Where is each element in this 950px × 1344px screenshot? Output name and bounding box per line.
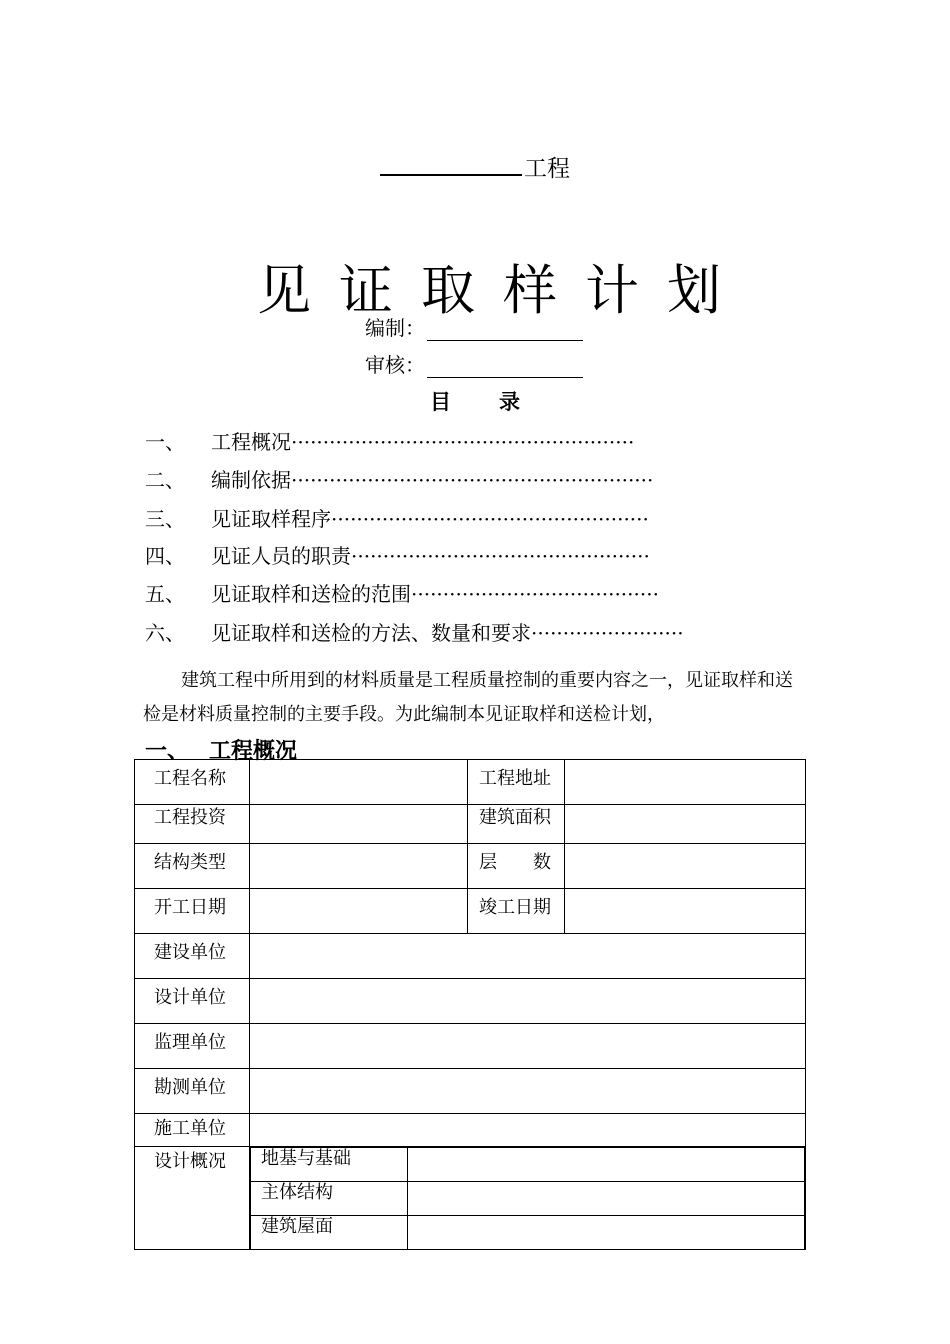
toc-item-text: 见证取样程序 bbox=[211, 507, 331, 531]
toc-item-number: 二、 bbox=[145, 468, 185, 492]
label-floors: 层 数 bbox=[468, 844, 565, 889]
reviewer-blank[interactable] bbox=[427, 357, 583, 378]
toc-item-dots: ·················································· bbox=[331, 507, 649, 531]
toc-item-number: 六、 bbox=[145, 621, 185, 645]
compiler-row bbox=[365, 312, 583, 341]
toc-item-dots: ························ bbox=[531, 621, 684, 645]
value-supervision-unit[interactable] bbox=[250, 1024, 806, 1069]
toc-item-number: 三、 bbox=[145, 507, 185, 531]
reviewer-row bbox=[365, 349, 583, 378]
toc-item-text: 见证人员的职责 bbox=[211, 544, 351, 568]
label-supervision-unit: 监理单位 bbox=[135, 1024, 250, 1069]
label-project-address: 工程地址 bbox=[468, 760, 565, 805]
project-name-blank[interactable] bbox=[380, 152, 522, 176]
toc-item[interactable] bbox=[145, 464, 653, 494]
label-completion-date: 竣工日期 bbox=[468, 889, 565, 934]
label-contractor: 施工单位 bbox=[135, 1114, 250, 1147]
toc-item-text: 见证取样和送检的范围 bbox=[211, 582, 411, 606]
value-project-name[interactable] bbox=[250, 760, 468, 805]
toc-item[interactable] bbox=[145, 617, 684, 647]
project-name-line bbox=[0, 150, 950, 183]
toc-item-text: 工程概况 bbox=[211, 430, 291, 454]
toc-item-text: 编制依据 bbox=[211, 468, 291, 492]
label-construction-unit: 建设单位 bbox=[135, 934, 250, 979]
toc-item-number: 一、 bbox=[145, 430, 185, 454]
value-foundation[interactable] bbox=[408, 1148, 805, 1182]
project-info-table bbox=[134, 759, 806, 1250]
label-building-area: 建筑面积 bbox=[468, 805, 565, 844]
value-building-area[interactable] bbox=[565, 805, 806, 844]
value-survey-unit[interactable] bbox=[250, 1069, 806, 1114]
value-start-date[interactable] bbox=[250, 889, 468, 934]
label-design-overview: 设计概况 bbox=[135, 1147, 250, 1250]
compiler-label: 编制： bbox=[365, 316, 425, 340]
label-foundation: 地基与基础 bbox=[251, 1148, 408, 1182]
toc-item[interactable] bbox=[145, 578, 659, 608]
toc-item-dots: ······································· bbox=[411, 582, 659, 606]
label-survey-unit: 勘测单位 bbox=[135, 1069, 250, 1114]
compiler-blank[interactable] bbox=[427, 320, 583, 341]
section-number: 一、 bbox=[145, 738, 190, 764]
value-main-structure[interactable] bbox=[408, 1182, 805, 1216]
section-title: 工程概况 bbox=[209, 738, 298, 764]
design-overview-subtable bbox=[250, 1147, 805, 1249]
toc-item-dots: ······················································ bbox=[291, 430, 635, 454]
toc-item[interactable] bbox=[145, 503, 649, 533]
label-structure-type: 结构类型 bbox=[135, 844, 250, 889]
value-completion-date[interactable] bbox=[565, 889, 806, 934]
label-investment: 工程投资 bbox=[135, 805, 250, 844]
intro-paragraph: 建筑工程中所用到的材料质量是工程质量控制的重要内容之一，见证取样和送检是材料质量控制的主要手段。为此编制本见证取样和送检计划， bbox=[143, 670, 793, 725]
label-design-unit: 设计单位 bbox=[135, 979, 250, 1024]
project-suffix: 工程 bbox=[524, 156, 570, 182]
document-title: 见证取样计划 bbox=[257, 259, 749, 322]
toc-heading-b: 录 bbox=[499, 389, 520, 414]
label-main-structure: 主体结构 bbox=[251, 1182, 408, 1216]
label-roof: 建筑屋面 bbox=[251, 1216, 408, 1250]
toc-heading bbox=[0, 386, 950, 416]
value-investment[interactable] bbox=[250, 805, 468, 844]
toc-item-dots: ··············································· bbox=[351, 544, 650, 568]
value-construction-unit[interactable] bbox=[250, 934, 806, 979]
value-project-address[interactable] bbox=[565, 760, 806, 805]
label-project-name: 工程名称 bbox=[135, 760, 250, 805]
value-design-unit[interactable] bbox=[250, 979, 806, 1024]
toc-item-dots: ························································· bbox=[291, 468, 654, 492]
toc-item-number: 四、 bbox=[145, 544, 185, 568]
design-overview-cell bbox=[250, 1147, 806, 1250]
value-floors[interactable] bbox=[565, 844, 806, 889]
toc-item-number: 五、 bbox=[145, 582, 185, 606]
reviewer-label: 审核： bbox=[365, 353, 425, 377]
value-contractor[interactable] bbox=[250, 1114, 806, 1147]
toc-item[interactable] bbox=[145, 426, 634, 456]
toc-item-text: 见证取样和送检的方法、数量和要求 bbox=[211, 621, 531, 645]
value-roof[interactable] bbox=[408, 1216, 805, 1250]
value-structure-type[interactable] bbox=[250, 844, 468, 889]
toc-heading-a: 目 bbox=[430, 389, 451, 414]
toc-item[interactable] bbox=[145, 540, 650, 570]
label-start-date: 开工日期 bbox=[135, 889, 250, 934]
